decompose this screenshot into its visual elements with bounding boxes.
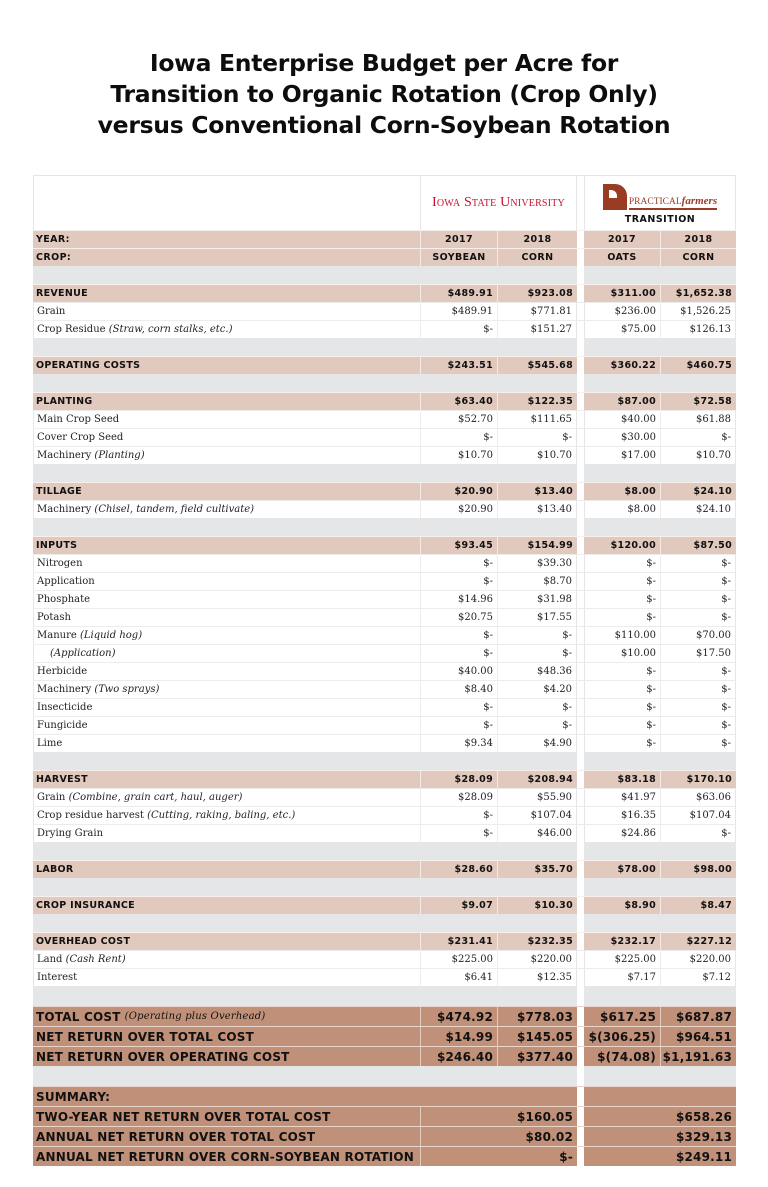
total-value: $83.18 <box>617 774 656 785</box>
total-value: $474.92 <box>420 1007 497 1026</box>
total-value: $246.40 <box>420 1047 497 1066</box>
cell-value: $- <box>660 825 736 842</box>
section-labor <box>33 860 736 878</box>
total-value: $617.25 <box>599 1009 656 1024</box>
cell-value: $- <box>420 717 497 734</box>
total-value: $14.99 <box>420 1027 497 1046</box>
year-col-4: 2018 <box>660 231 736 248</box>
total-value: $120.00 <box>610 540 656 551</box>
cell-value: $- <box>497 699 577 716</box>
table-row <box>33 608 736 626</box>
table-row <box>33 698 736 716</box>
iowa-state-logo <box>420 176 577 230</box>
cell-value: $70.00 <box>660 627 736 644</box>
cell-value: $- <box>584 717 660 734</box>
table-row <box>33 572 736 590</box>
cell-value: $- <box>660 573 736 590</box>
cell-value: $30.00 <box>584 429 660 446</box>
cell-value: $52.70 <box>420 411 497 428</box>
cell-value: $40.00 <box>584 411 660 428</box>
row-label: Nitrogen <box>33 555 420 572</box>
cell-value: $20.75 <box>420 609 497 626</box>
cell-value: $- <box>497 627 577 644</box>
cell-value: $- <box>420 573 497 590</box>
section-revenue <box>33 284 736 302</box>
cell-value: $8.70 <box>497 573 577 590</box>
spacer <box>33 338 736 356</box>
section-tillage <box>33 482 736 500</box>
row-label: Machinery (Two sprays) <box>33 681 420 698</box>
title-line-1: Iowa Enterprise Budget per Acre for <box>149 49 619 77</box>
spacer <box>33 464 736 482</box>
cell-value: $- <box>420 429 497 446</box>
total-value: $24.10 <box>660 483 736 500</box>
total-value: $232.35 <box>497 933 577 950</box>
transition-caption: TRANSITION <box>624 213 696 225</box>
row-label: Fungicide <box>33 717 420 734</box>
cell-value: $16.35 <box>584 807 660 824</box>
section-label: LABOR <box>36 864 74 875</box>
section-operating-costs <box>33 356 736 374</box>
spacer <box>33 266 736 284</box>
total-value: $923.08 <box>497 285 577 302</box>
row-label: (Application) <box>33 645 420 662</box>
table-row <box>33 590 736 608</box>
row-label: Land (Cash Rent) <box>33 951 420 968</box>
table-row <box>33 644 736 662</box>
total-value: $78.00 <box>617 864 656 875</box>
cell-value: $225.00 <box>584 951 660 968</box>
cell-value: $7.12 <box>660 969 736 986</box>
cell-value: $- <box>584 591 660 608</box>
table-row <box>33 950 736 968</box>
cell-value: $- <box>420 627 497 644</box>
total-value: $232.17 <box>610 936 656 947</box>
total-value: $(306.25) <box>588 1029 656 1044</box>
table-row <box>33 446 736 464</box>
isu-logo-text: Iowa State University <box>432 195 565 210</box>
table-row <box>33 824 736 842</box>
cell-value: $31.98 <box>497 591 577 608</box>
cell-value: $9.34 <box>420 735 497 752</box>
crop-col-3: OATS <box>607 252 637 263</box>
cell-value: $- <box>420 825 497 842</box>
cell-value: $10.00 <box>584 645 660 662</box>
cell-value: $10.70 <box>420 447 497 464</box>
table-row <box>33 734 736 752</box>
total-value: $170.10 <box>660 771 736 788</box>
cell-value: $4.20 <box>497 681 577 698</box>
crop-col-2: CORN <box>497 249 577 266</box>
total-value: $9.07 <box>420 897 497 914</box>
total-value: $1,191.63 <box>660 1047 736 1066</box>
section-harvest <box>33 770 736 788</box>
crop-label: CROP: <box>36 252 72 263</box>
total-value: $1,652.38 <box>660 285 736 302</box>
total-value: $28.09 <box>420 771 497 788</box>
cell-value: $- <box>497 645 577 662</box>
total-value: $122.35 <box>497 393 577 410</box>
total-value: $87.00 <box>617 396 656 407</box>
total-value: $35.70 <box>497 861 577 878</box>
cell-value: $- <box>660 717 736 734</box>
page-title <box>0 48 768 141</box>
cell-value: $107.04 <box>497 807 577 824</box>
cell-value: $12.35 <box>497 969 577 986</box>
cell-value: $- <box>660 555 736 572</box>
cell-value: $- <box>420 321 497 338</box>
conventional-value: $- <box>420 1147 577 1166</box>
empty-corner <box>33 176 420 230</box>
total-value: $243.51 <box>420 357 497 374</box>
table-row <box>33 320 736 338</box>
cell-value: $111.65 <box>497 411 577 428</box>
table-row <box>33 968 736 986</box>
row-label: TWO-YEAR NET RETURN OVER TOTAL COST <box>36 1109 331 1124</box>
total-value: $13.40 <box>497 483 577 500</box>
cell-value: $24.10 <box>660 501 736 518</box>
table-row <box>33 428 736 446</box>
total-value: $231.41 <box>420 933 497 950</box>
summary-row <box>33 1126 736 1146</box>
cell-value: $- <box>497 429 577 446</box>
total-value: $(74.08) <box>597 1049 656 1064</box>
table-row <box>33 788 736 806</box>
conventional-value: $160.05 <box>420 1107 577 1126</box>
transition-value: $658.26 <box>675 1109 732 1124</box>
cell-value: $55.90 <box>497 789 577 806</box>
cell-value: $- <box>584 663 660 680</box>
spacer <box>33 986 736 1006</box>
title-line-2: Transition to Organic Rotation (Crop Only) <box>110 80 658 108</box>
cell-value: $110.00 <box>584 627 660 644</box>
cell-value: $8.40 <box>420 681 497 698</box>
row-label: Crop residue harvest (Cutting, raking, baling, etc.) <box>33 807 420 824</box>
total-value: $311.00 <box>610 288 656 299</box>
cell-value: $14.96 <box>420 591 497 608</box>
cell-value: $- <box>584 681 660 698</box>
cell-value: $- <box>584 735 660 752</box>
total-value: $87.50 <box>660 537 736 554</box>
summary-header-row <box>33 1086 736 1106</box>
row-label: Application <box>33 573 420 590</box>
section-inputs <box>33 536 736 554</box>
cell-value: $46.00 <box>497 825 577 842</box>
row-label: Main Crop Seed <box>33 411 420 428</box>
cell-value: $7.17 <box>584 969 660 986</box>
total-value: $8.47 <box>660 897 736 914</box>
cell-value: $- <box>660 681 736 698</box>
total-value: $489.91 <box>420 285 497 302</box>
cell-value: $- <box>584 699 660 716</box>
cell-value: $39.30 <box>497 555 577 572</box>
crop-row <box>33 248 736 266</box>
total-value: $72.58 <box>660 393 736 410</box>
cell-value: $4.90 <box>497 735 577 752</box>
cell-value: $- <box>660 429 736 446</box>
row-label: Interest <box>33 969 420 986</box>
cell-value: $- <box>497 717 577 734</box>
total-value: $8.90 <box>624 900 656 911</box>
cell-value: $17.00 <box>584 447 660 464</box>
section-label: HARVEST <box>36 774 88 785</box>
section-crop-insurance <box>33 896 736 914</box>
cell-value: $236.00 <box>584 303 660 320</box>
total-cost-row <box>33 1006 736 1026</box>
cell-value: $- <box>660 609 736 626</box>
table-row <box>33 410 736 428</box>
total-value: $778.03 <box>497 1007 577 1026</box>
section-planting <box>33 392 736 410</box>
total-value: $227.12 <box>660 933 736 950</box>
section-label: OVERHEAD COST <box>36 936 131 947</box>
total-value: $964.51 <box>660 1027 736 1046</box>
table-row <box>33 680 736 698</box>
cell-value: $- <box>584 609 660 626</box>
cell-value: $225.00 <box>420 951 497 968</box>
cell-value: $40.00 <box>420 663 497 680</box>
cell-value: $- <box>420 555 497 572</box>
year-row <box>33 230 736 248</box>
section-label: INPUTS <box>36 540 78 551</box>
total-value: $377.40 <box>497 1047 577 1066</box>
cell-value: $28.09 <box>420 789 497 806</box>
row-label: ANNUAL NET RETURN OVER TOTAL COST <box>36 1129 316 1144</box>
row-label: Machinery (Chisel, tandem, field cultivate) <box>33 501 420 518</box>
table-row <box>33 662 736 680</box>
cell-value: $8.00 <box>584 501 660 518</box>
table-row <box>33 806 736 824</box>
total-value: $687.87 <box>660 1007 736 1026</box>
year-col-3: 2017 <box>607 234 637 245</box>
year-col-1: 2017 <box>420 231 497 248</box>
pfi-wordmark: PRACTICALfarmers <box>629 195 717 210</box>
row-label: Herbicide <box>33 663 420 680</box>
row-label: Drying Grain <box>33 825 420 842</box>
spacer <box>33 518 736 536</box>
transition-value: $249.11 <box>675 1149 732 1164</box>
spacer <box>33 914 736 932</box>
row-label: ANNUAL NET RETURN OVER CORN-SOYBEAN ROTATION <box>36 1149 415 1164</box>
table-row <box>33 302 736 320</box>
summary-row <box>33 1106 736 1126</box>
section-overhead-cost <box>33 932 736 950</box>
spacer <box>33 752 736 770</box>
cell-value: $220.00 <box>660 951 736 968</box>
transition-value: $329.13 <box>675 1129 732 1144</box>
cell-value: $489.91 <box>420 303 497 320</box>
row-label: NET RETURN OVER TOTAL COST <box>36 1029 255 1044</box>
row-label: Machinery (Planting) <box>33 447 420 464</box>
cell-value: $63.06 <box>660 789 736 806</box>
total-value: $93.45 <box>420 537 497 554</box>
cell-value: $13.40 <box>497 501 577 518</box>
total-value: $10.30 <box>497 897 577 914</box>
cell-value: $- <box>660 663 736 680</box>
total-value: $145.05 <box>497 1027 577 1046</box>
row-label: Potash <box>33 609 420 626</box>
total-value: $20.90 <box>420 483 497 500</box>
cell-value: $- <box>660 735 736 752</box>
net-return-total-row <box>33 1026 736 1046</box>
cell-value: $17.50 <box>660 645 736 662</box>
cell-value: $10.70 <box>497 447 577 464</box>
total-value: $63.40 <box>420 393 497 410</box>
total-value: $545.68 <box>497 357 577 374</box>
row-label: Lime <box>33 735 420 752</box>
row-label: Manure (Liquid hog) <box>33 627 420 644</box>
total-value: $154.99 <box>497 537 577 554</box>
section-label: REVENUE <box>36 288 88 299</box>
cell-value: $- <box>420 645 497 662</box>
cell-value: $1,526.25 <box>660 303 736 320</box>
practical-farmers-logo <box>584 176 736 230</box>
row-label: Cover Crop Seed <box>33 429 420 446</box>
row-label: Grain (Combine, grain cart, haul, auger) <box>33 789 420 806</box>
spacer <box>33 878 736 896</box>
row-label: Grain <box>33 303 420 320</box>
cell-value: $151.27 <box>497 321 577 338</box>
table-row <box>33 716 736 734</box>
cell-value: $- <box>660 699 736 716</box>
spacer <box>33 1066 736 1086</box>
spacer <box>33 842 736 860</box>
cell-value: $- <box>420 807 497 824</box>
year-col-2: 2018 <box>497 231 577 248</box>
row-label: NET RETURN OVER OPERATING COST <box>36 1049 290 1064</box>
section-label: TILLAGE <box>36 486 82 497</box>
cell-value: $48.36 <box>497 663 577 680</box>
row-label: Phosphate <box>33 591 420 608</box>
cell-value: $- <box>660 591 736 608</box>
crop-col-4: CORN <box>660 249 736 266</box>
cell-value: $17.55 <box>497 609 577 626</box>
cell-value: $24.86 <box>584 825 660 842</box>
cell-value: $220.00 <box>497 951 577 968</box>
row-label: TOTAL COST (Operating plus Overhead) <box>36 1009 266 1024</box>
section-label: OPERATING COSTS <box>36 360 141 371</box>
cell-value: $126.13 <box>660 321 736 338</box>
year-label: YEAR: <box>36 234 70 245</box>
budget-table <box>33 175 736 1166</box>
cell-value: $75.00 <box>584 321 660 338</box>
cell-value: $6.41 <box>420 969 497 986</box>
table-row <box>33 500 736 518</box>
pfi-emblem-icon <box>603 184 627 210</box>
section-label: CROP INSURANCE <box>36 900 135 911</box>
cell-value: $- <box>584 573 660 590</box>
logo-row <box>33 175 736 230</box>
table-row <box>33 554 736 572</box>
cell-value: $10.70 <box>660 447 736 464</box>
cell-value: $20.90 <box>420 501 497 518</box>
total-value: $28.60 <box>420 861 497 878</box>
summary-label: SUMMARY: <box>36 1089 111 1104</box>
crop-col-1: SOYBEAN <box>420 249 497 266</box>
total-value: $98.00 <box>660 861 736 878</box>
total-value: $460.75 <box>660 357 736 374</box>
spacer <box>33 374 736 392</box>
cell-value: $107.04 <box>660 807 736 824</box>
cell-value: $771.81 <box>497 303 577 320</box>
cell-value: $41.97 <box>584 789 660 806</box>
conventional-value: $80.02 <box>420 1127 577 1146</box>
row-label: Crop Residue (Straw, corn stalks, etc.) <box>33 321 420 338</box>
section-label: PLANTING <box>36 396 93 407</box>
cell-value: $- <box>584 555 660 572</box>
total-value: $360.22 <box>610 360 656 371</box>
cell-value: $- <box>420 699 497 716</box>
table-row <box>33 626 736 644</box>
cell-value: $61.88 <box>660 411 736 428</box>
row-label: Insecticide <box>33 699 420 716</box>
net-return-operating-row <box>33 1046 736 1066</box>
summary-row <box>33 1146 736 1166</box>
total-value: $8.00 <box>624 486 656 497</box>
title-line-3: versus Conventional Corn-Soybean Rotation <box>97 111 671 139</box>
total-value: $208.94 <box>497 771 577 788</box>
